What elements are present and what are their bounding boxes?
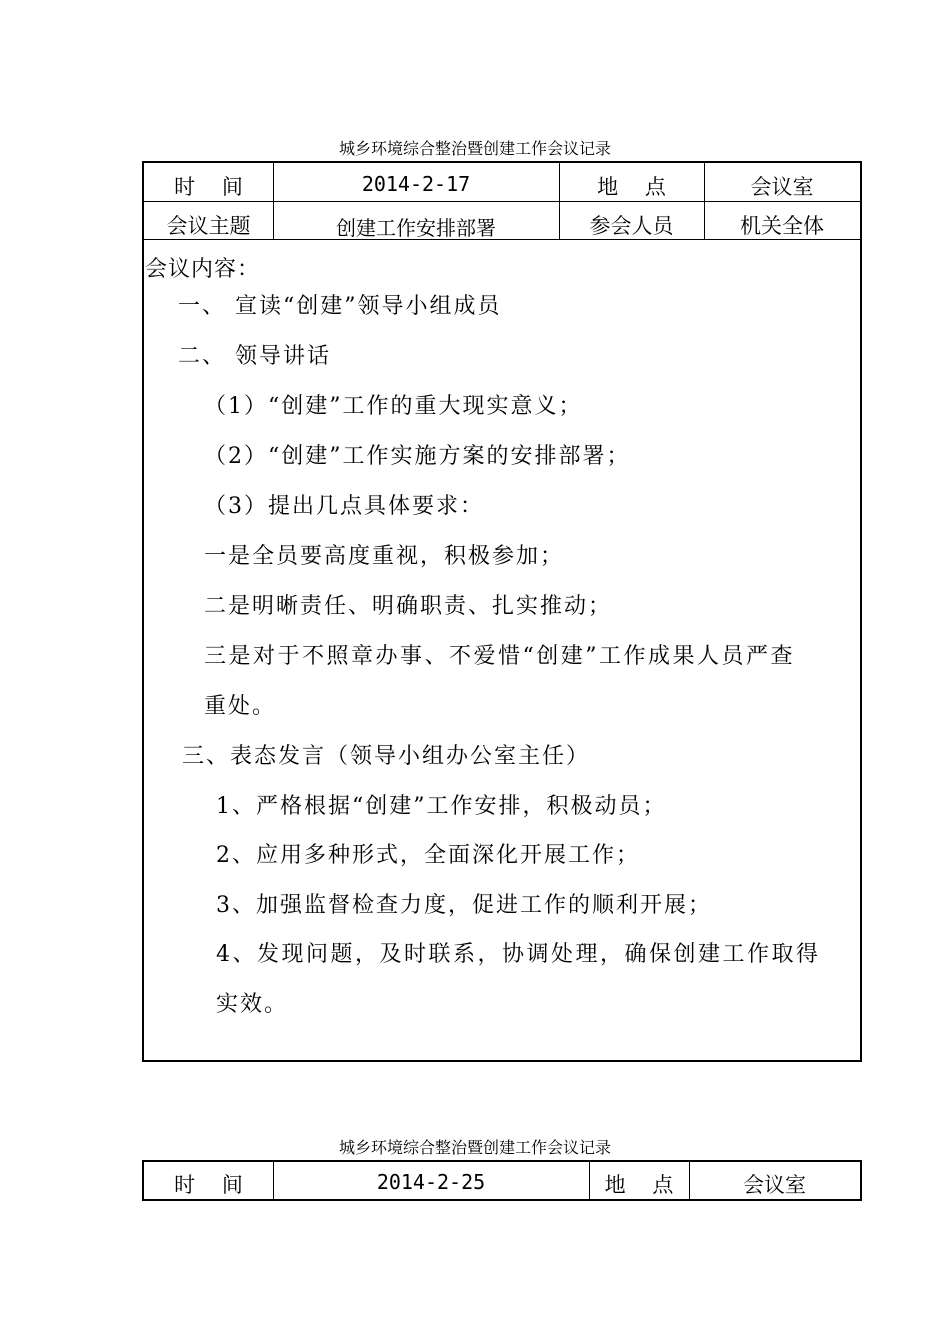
meeting-date: 2014-2-17 [361, 172, 471, 196]
content-line: 重处。 [204, 694, 277, 719]
time-label: 时 间 [174, 175, 243, 199]
content-line: 1、严格根据“创建”工作安排，积极动员； [216, 794, 667, 819]
content-line: （1）“创建”工作的重大现实意义； [204, 394, 583, 419]
record2-table [142, 1160, 862, 1201]
meeting-date: 2014-2-25 [376, 1170, 486, 1194]
meeting-attendees: 机关全体 [740, 214, 824, 238]
content-line: 三、表态发言（领导小组办公室主任） [182, 744, 591, 769]
content-line: 2、应用多种形式，全面深化开展工作； [216, 843, 640, 868]
meeting-topic: 创建工作安排部署 [336, 216, 496, 240]
content-line: 实效。 [216, 992, 289, 1017]
time-label: 时 间 [174, 1173, 243, 1197]
content-line: 二是明晰责任、明确职责、扎实推动； [204, 594, 613, 619]
record1-heading: 城乡环境综合整治暨创建工作会议记录 [338, 139, 611, 158]
content-line: （3）提出几点具体要求： [204, 494, 484, 519]
content-line: 3、加强监督检查力度，促进工作的顺利开展； [216, 893, 712, 918]
attendees-label: 参会人员 [589, 214, 674, 238]
content-line: 一、 宣读“创建”领导小组成员 [178, 294, 502, 319]
meeting-place: 会议室 [743, 1173, 806, 1197]
content-label: 会议内容： [145, 257, 261, 282]
content-line: （2）“创建”工作实施方案的安排部署； [204, 444, 631, 469]
place-label: 地 点 [604, 1173, 674, 1197]
topic-label: 会议主题 [166, 214, 251, 238]
content-line: 二、 领导讲话 [178, 344, 331, 369]
content-line: 一是全员要高度重视，积极参加； [204, 544, 565, 569]
content-line: 4、发现问题，及时联系，协调处理，确保创建工作取得 [216, 942, 821, 967]
row-divider [144, 201, 860, 202]
record2-heading: 城乡环境综合整治暨创建工作会议记录 [338, 1138, 611, 1157]
content-line: 三是对于不照章办事、不爱惜“创建”工作成果人员严查 [204, 644, 795, 669]
meeting-place: 会议室 [750, 175, 814, 199]
place-label: 地 点 [597, 175, 666, 199]
